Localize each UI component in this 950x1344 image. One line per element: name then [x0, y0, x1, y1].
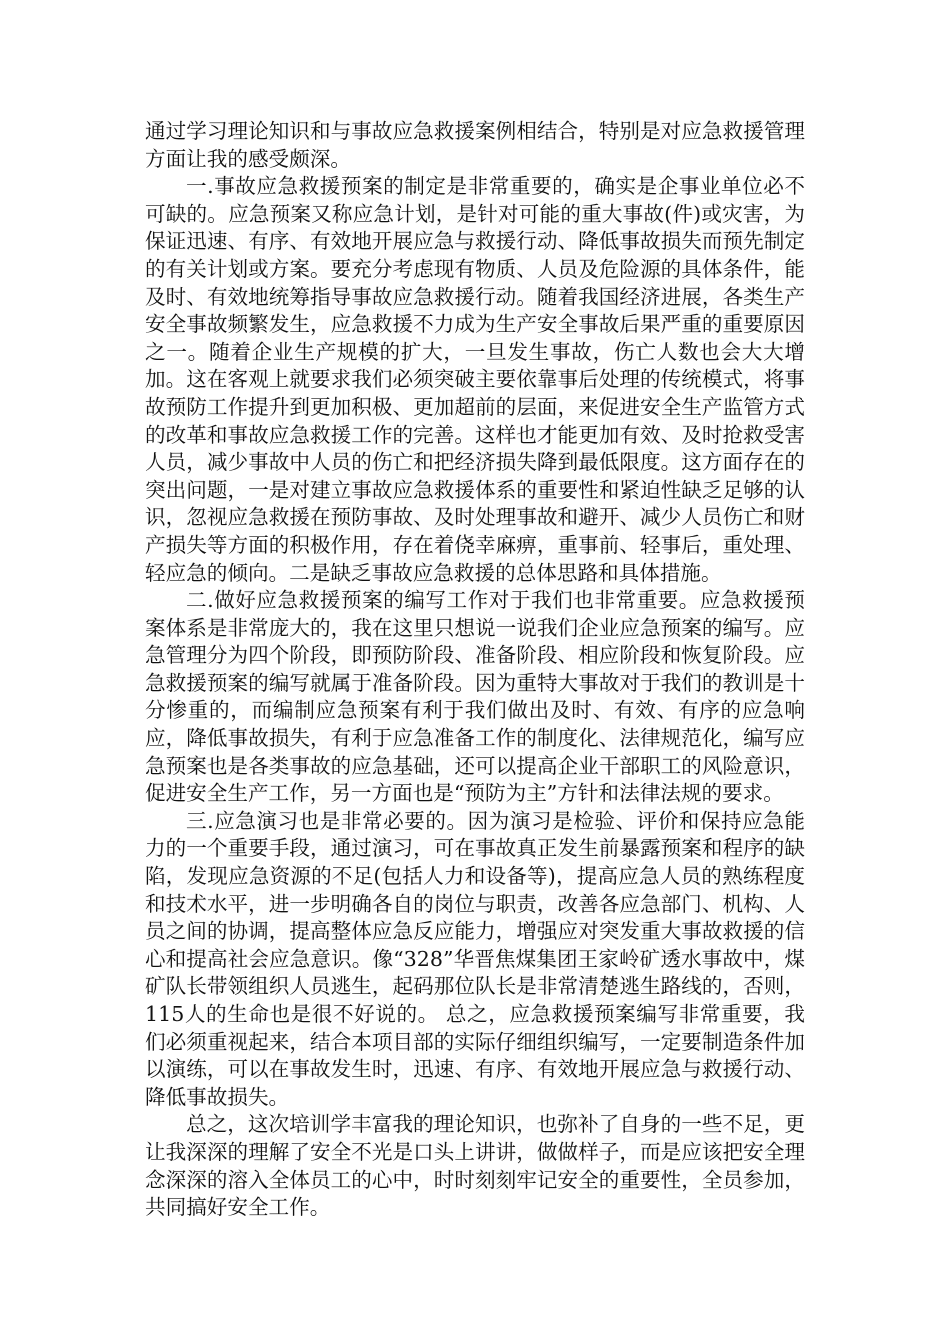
paragraph-conclusion: 总之，这次培训学丰富我的理论知识，也弥补了自身的一些不足，更让我深深的理解了安全不光是口头上讲讲，做做样子，而是应该把安全理念深深的溶入全体员工的心中，时时刻刻牢记安全的重要性，全员参加，共同搞好安全工作。	[145, 1112, 805, 1220]
paragraph-section-3: 三.应急演习也是非常必要的。因为演习是检验、评价和保持应急能力的一个重要手段，通过演习，可在事故真正发生前暴露预案和程序的缺陷，发现应急资源的不足(包括人力和设备等)，提高应急人员的熟练程度和技术水平，进一步明确各自的岗位与职责，改善各应急部门、机构、人员之间的协调，提高整体应急反应能力，增强应对突发重大事故救援的信心和提高社会应急意识。像“328”华晋焦煤集团王家岭矿透水事故中，煤矿队长带领组织人员逃生，起码那位队长是非常清楚逃生路线的，否则，115人的生命也是很不好说的。 总之，应急救援预案编写非常重要，我们必须重视起来，结合本项目部的实际仔细组织编写，一定要制造条件加以演练，可以在事故发生时，迅速、有序、有效地开展应急与救援行动、降低事故损失。	[145, 808, 805, 1109]
paragraph-section-1: 一.事故应急救援预案的制定是非常重要的，确实是企事业单位必不可缺的。应急预案又称应急计划，是针对可能的重大事故(件)或灾害，为保证迅速、有序、有效地开展应急与救援行动、降低事故损失而预先制定的有关计划或方案。要充分考虑现有物质、人员及危险源的具体条件，能及时、有效地统筹指导事故应急救援行动。随着我国经济进展，各类生产安全事故频繁发生，应急救援不力成为生产安全事故后果严重的重要原因之一。随着企业生产规模的扩大，一旦发生事故，伤亡人数也会大大增加。这在客观上就要求我们必须突破主要依靠事后处理的传统模式，将事故预防工作提升到更加积极、更加超前的层面，来促进安全生产监管方式的改革和事故应急救援工作的完善。这样也才能更加有效、及时抢救受害人员，减少事故中人员的伤亡和把经济损失降到最低限度。这方面存在的突出问题，一是对建立事故应急救援体系的重要性和紧迫性缺乏足够的认识，忽视应急救援在预防事故、及时处理事故和避开、减少人员伤亡和财产损失等方面的积极作用，存在着侥幸麻痹，重事前、轻事后，重处理、轻应急的倾向。二是缺乏事故应急救援的总体思路和具体措施。	[145, 174, 805, 585]
document-body	[145, 118, 805, 1222]
paragraph-section-2: 二.做好应急救援预案的编写工作对于我们也非常重要。应急救援预案体系是非常庞大的，我在这里只想说一说我们企业应急预案的编写。应急管理分为四个阶段，即预防阶段、准备阶段、相应阶段和恢复阶段。应急救援预案的编写就属于准备阶段。因为重特大事故对于我们的教训是十分惨重的，而编制应急预案有利于我们做出及时、有效、有序的应急响应，降低事故损失，有利于应急准备工作的制度化、法律规范化，编写应急预案也是各类事故的应急基础，还可以提高企业干部职工的风险意识，促进安全生产工作，另一方面也是“预防为主”方针和法律法规的要求。	[145, 588, 805, 806]
paragraph-intro: 通过学习理论知识和与事故应急救援案例相结合，特别是对应急救援管理方面让我的感受颇深。	[145, 119, 805, 171]
